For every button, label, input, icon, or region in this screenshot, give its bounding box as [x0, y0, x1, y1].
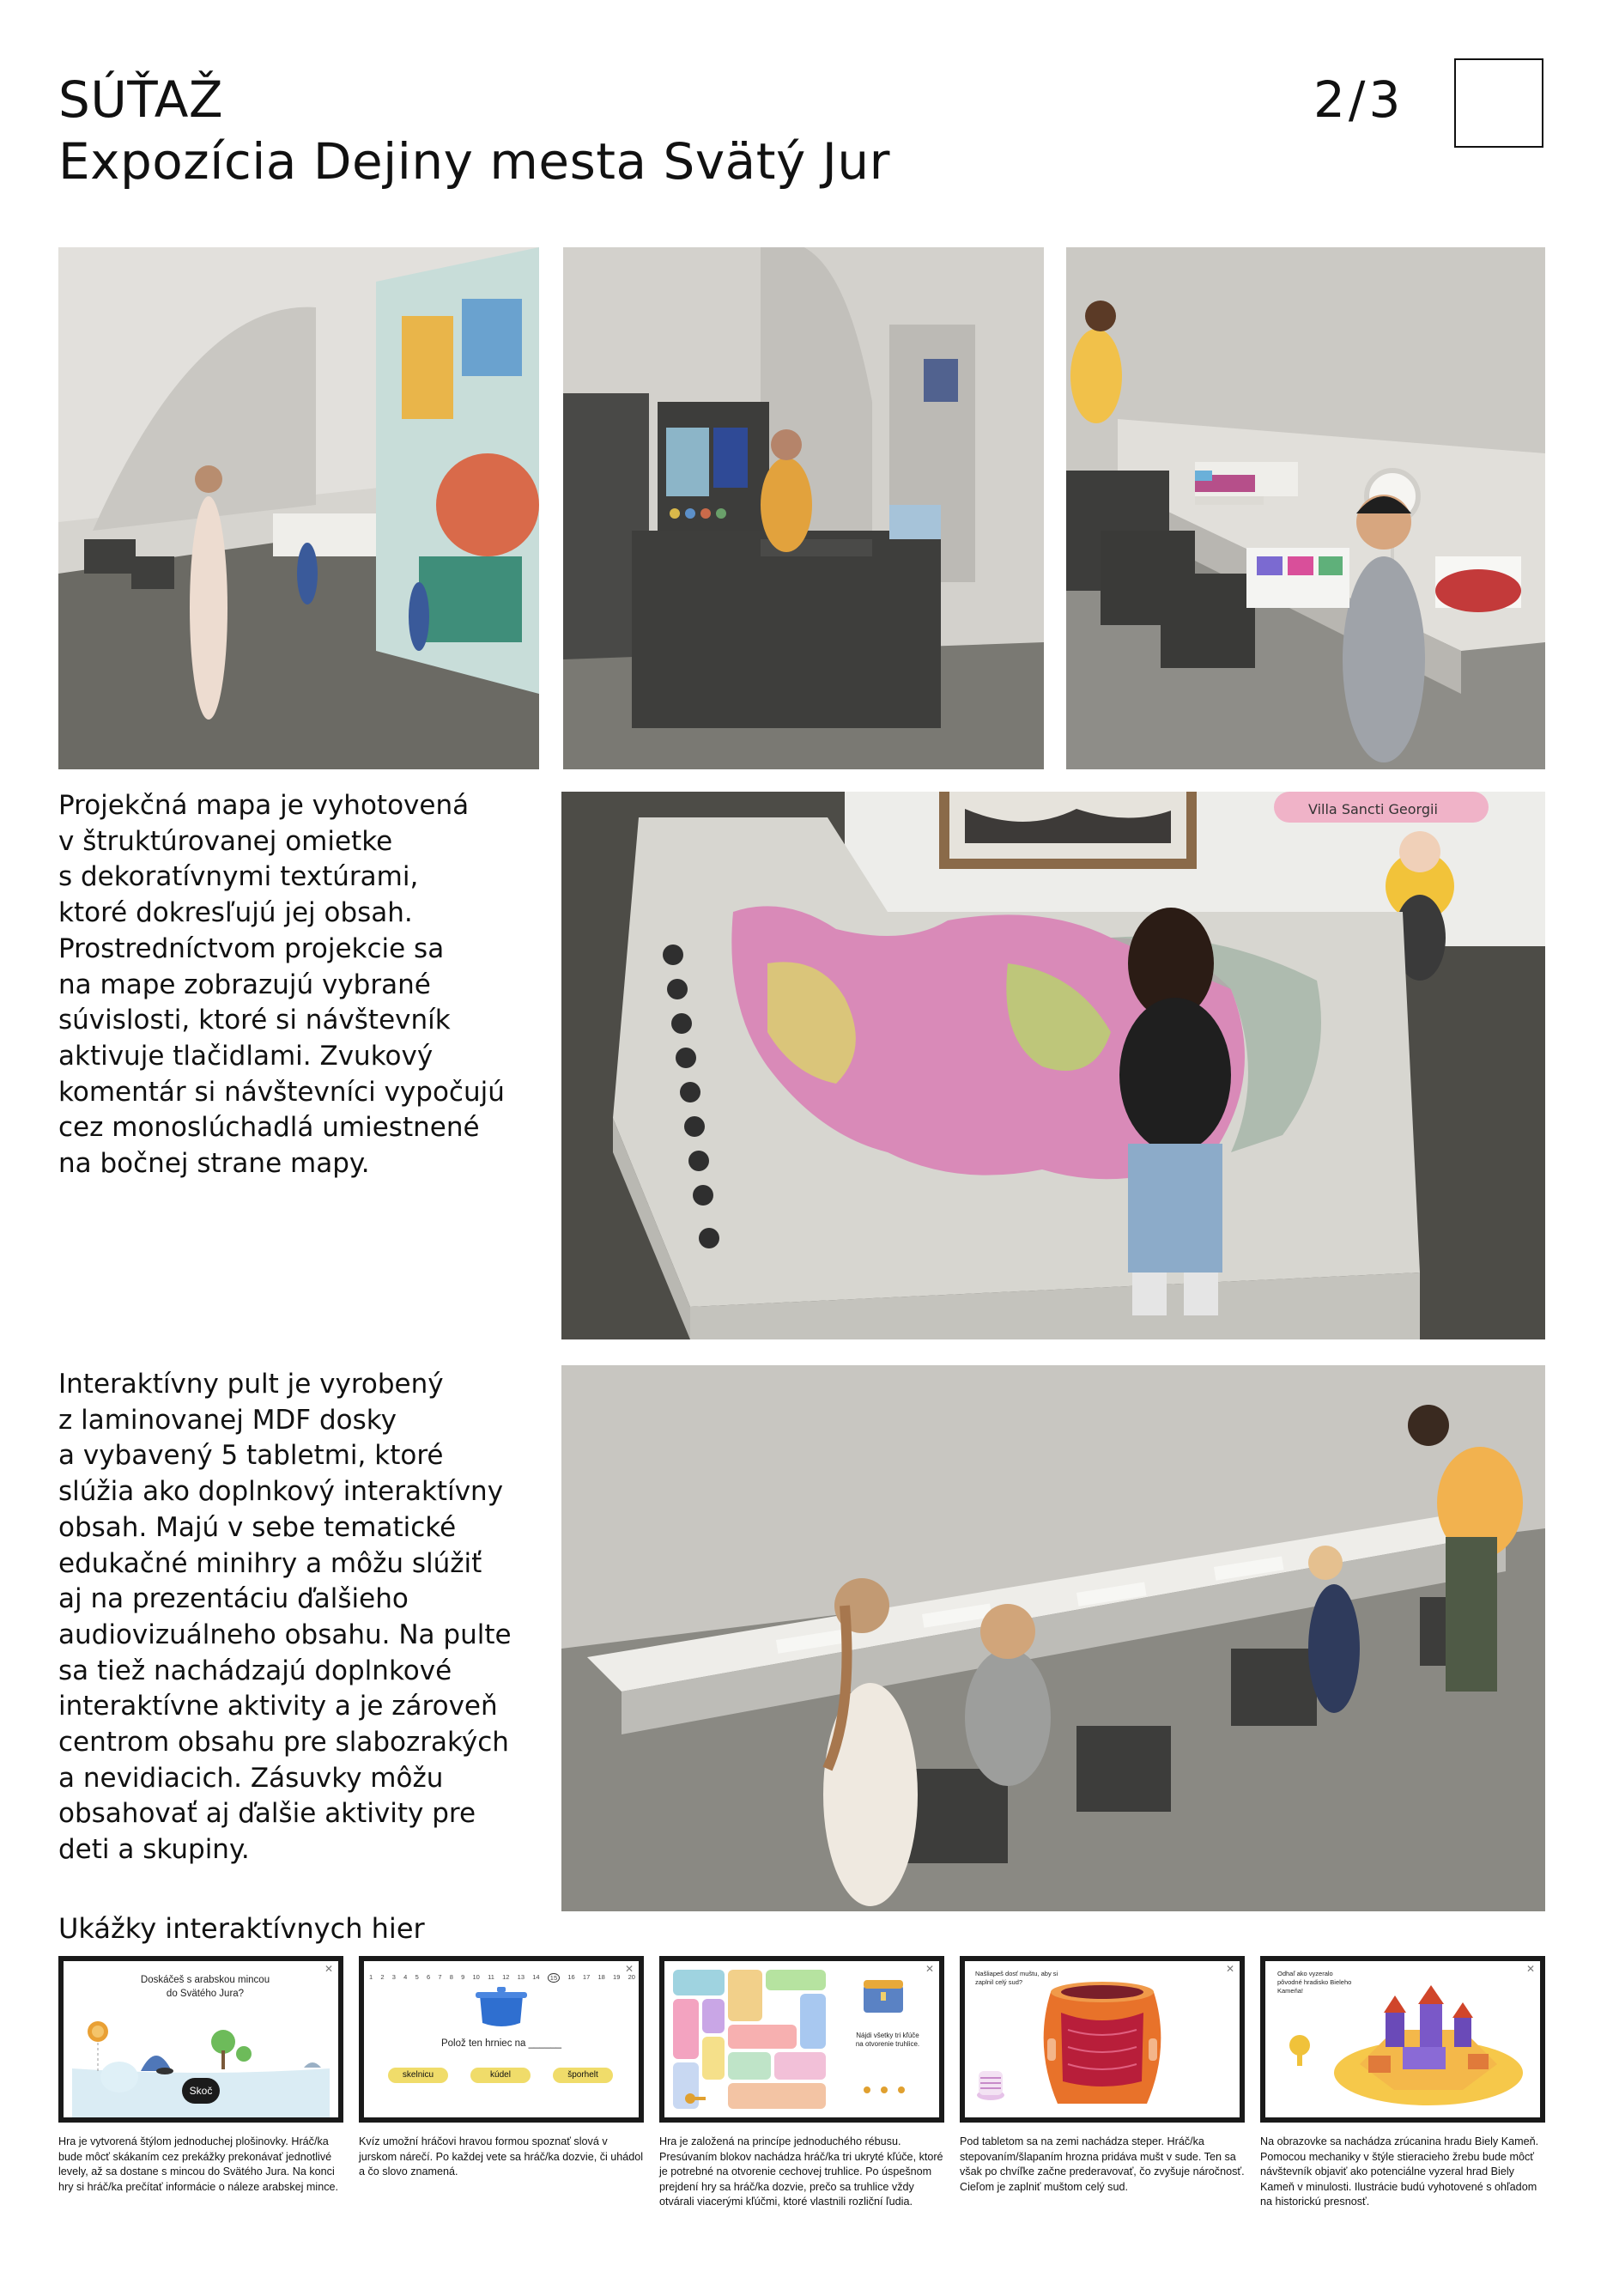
barrel-icon — [965, 1961, 1240, 2117]
question-number[interactable]: 3 — [391, 1973, 396, 1981]
photo-projection-map — [561, 792, 1545, 1339]
game-screen-castle-scratch[interactable] — [1260, 1956, 1545, 2123]
question-number[interactable]: 11 — [488, 1973, 494, 1981]
corner-checkbox[interactable] — [1454, 58, 1543, 148]
question-number-current[interactable]: 15 — [548, 1973, 560, 1983]
close-icon[interactable]: ✕ — [324, 1963, 333, 1975]
question-number[interactable]: 14 — [532, 1973, 540, 1981]
game-screen-grape-stomping[interactable] — [960, 1956, 1245, 2123]
chest-icon — [864, 1980, 903, 2013]
question-number[interactable]: 18 — [597, 1973, 605, 1981]
game-4-caption: Pod tabletom sa na zemi nachádza steper. Hráč/ka stepovaním/šlapaním hrozna pridáva mušt v sude. Ten sa však po chvíľke začne prederavovať, čo zvyšuje náročnosť. Cieľom je zaplniť muštom celý sud. — [960, 2135, 1245, 2193]
close-icon[interactable]: ✕ — [1525, 1963, 1535, 1975]
question-number[interactable]: 4 — [403, 1973, 408, 1981]
castle-icon — [1360, 1985, 1497, 2090]
jump-button-label: Skoč — [189, 2085, 213, 2097]
games-section-title: Ukážky interaktívnych hier — [58, 1912, 425, 1945]
game-3-caption: Hra je založená na princípe jednoduchého rébusu. Presúvaním blokov nachádza hráč/ka tri ukryté kľúče, ktoré je potrebné na otvorenie cechovej truhlice. Po úspešnom prejdení hry sa hráč/ka dozvie, prečo sa truhlice vždy otvárali viacerými kľúčmi, ktoré vlastnili rozliční ľudia. — [659, 2135, 943, 2208]
castle-instruction: Odhaľ ako vyzeralo pôvodné hradisko Bieleho Kameňa! — [1277, 1970, 1352, 1995]
option-button[interactable]: kúdel — [470, 2068, 531, 2083]
title-line-2: Expozícia Dejiny mesta Svätý Jur — [58, 132, 890, 191]
question-number[interactable]: 7 — [438, 1973, 442, 1981]
coin-icon — [88, 2021, 108, 2042]
puzzle-instruction: Nájdi všetky tri kľúče na otvorenie truhlice. — [855, 2032, 920, 2048]
question-number[interactable]: 13 — [517, 1973, 525, 1981]
title-line-1: SÚŤAŽ — [58, 70, 224, 129]
quiz-prompt: Polož ten hrniec na ______ — [440, 2038, 562, 2049]
question-number[interactable]: 16 — [567, 1973, 575, 1981]
question-number[interactable]: 10 — [472, 1973, 480, 1981]
question-number[interactable]: 9 — [461, 1973, 465, 1981]
question-number[interactable]: 17 — [582, 1973, 591, 1981]
game-screen-platformer[interactable] — [58, 1956, 343, 2123]
question-number[interactable]: 19 — [613, 1973, 621, 1981]
question-number[interactable]: 5 — [415, 1973, 419, 1981]
option-button[interactable]: šporhelt — [553, 2068, 613, 2083]
option-button[interactable]: skelnicu — [388, 2068, 448, 2083]
question-number[interactable]: 1 — [369, 1973, 373, 1981]
close-icon[interactable]: ✕ — [624, 1963, 634, 1975]
question-number[interactable]: 20 — [628, 1973, 635, 1981]
map-description: Projekčná mapa je vyhotovená v štruktúrovanej omietke s dekoratívnymi textúrami, ktoré dokresľujú jej obsah. Prostredníctvom projekcie sa na mape zobrazujú vybrané súvislosti, ktoré si návštevník aktivuje tlačidlami. Zvukový komentár si návštevníci vypočujú cez monoslúchadlá umiestnené na bočnej strane mapy. — [58, 790, 505, 1180]
game-1-title: Doskáčeš s arabskou mincou do Svätého Jura? — [140, 1975, 270, 1999]
question-number[interactable]: 2 — [380, 1973, 385, 1981]
question-number[interactable]: 6 — [426, 1973, 431, 1981]
game-screen-block-puzzle[interactable] — [659, 1956, 944, 2123]
game-5-caption: Na obrazovke sa nachádza zrúcanina hradu Biely Kameň. Pomocou mechaniky v štýle stieracieho žrebu bude môcť návštevník objaviť ako potenciálne vyzeral hrad Biely Kameň v minulosti. Ilustrácie budú vyhotovené s ohľadom na historickú presnosť. — [1260, 2135, 1539, 2208]
wall-label-villa: Villa Sancti Georgii — [1308, 801, 1438, 817]
close-icon[interactable]: ✕ — [1225, 1963, 1234, 1975]
counter-description: Interaktívny pult je vyrobený z laminovanej MDF dosky a vybavený 5 tabletmi, ktoré slúžia ako doplnkový interaktívny obsah. Majú v sebe tematické edukačné minihry a môžu slúžiť aj na prezentáciu ďalšieho audiovizuálneho obsahu. Na pulte sa tiež nachádzajú doplnkové interaktívne aktivity a je zároveň centrom obsahu pre slabozrakých a nevidiacich. Zásuvky môžu obsahovať aj ďalšie aktivity pre deti a skupiny. — [58, 1369, 512, 1866]
close-icon[interactable]: ✕ — [925, 1963, 934, 1975]
question-number[interactable]: 8 — [449, 1973, 453, 1981]
page-number: 2/3 — [1313, 70, 1404, 129]
photo-exhibition-hall — [58, 247, 539, 769]
jump-button[interactable] — [182, 2078, 220, 2104]
hand-icon[interactable] — [1289, 2035, 1310, 2066]
game-2-caption: Kvíz umožní hráčovi hravou formou spoznať slová v jurskom nárečí. Po každej vete sa hráč/ka dozvie, či uhádol a čo slovo znamená. — [359, 2135, 644, 2178]
photo-reception-desk — [563, 247, 1044, 769]
photo-interactive-counter-children — [561, 1365, 1545, 1911]
game-1-caption: Hra je vytvorená štýlom jednoduchej plošinovky. Hráč/ka bude môcť skákaním cez prekážky prekonávať jednotlivé levely, až sa dostane s mincou do Svätého Jura. Na konci hry si hráč/ka prečítať informácie o náleze arabskej mince. — [58, 2135, 339, 2193]
page-title — [58, 69, 890, 192]
game-screen-dialect-quiz[interactable] — [359, 1956, 644, 2123]
stomping-instruction: Našliapeš dosť muštu, aby si zaplnil celý sud? — [975, 1970, 1058, 1986]
question-number[interactable]: 12 — [502, 1973, 510, 1981]
photo-interactive-counter-boy — [1066, 247, 1545, 769]
key-icon — [864, 2086, 905, 2093]
